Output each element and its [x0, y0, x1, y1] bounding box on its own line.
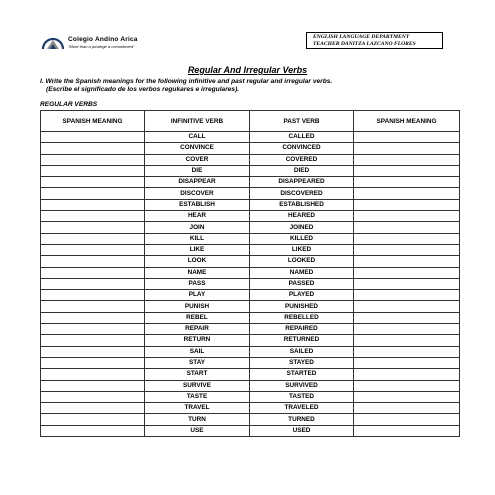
spanish-meaning-cell[interactable] [354, 414, 460, 425]
past-verb-cell: COVERED [250, 154, 354, 165]
table-row [41, 290, 460, 301]
spanish-meaning-cell[interactable] [41, 391, 145, 402]
past-verb-cell: ESTABLISHED [250, 199, 354, 210]
infinitive-verb-cell: RETURN [145, 335, 250, 346]
past-verb-cell: USED [250, 425, 354, 436]
past-verb-cell: DISAPPEARED [250, 177, 354, 188]
column-header: PAST VERB [250, 111, 354, 132]
spanish-meaning-cell[interactable] [41, 199, 145, 210]
table-row [41, 222, 460, 233]
spanish-meaning-cell[interactable] [354, 199, 460, 210]
table-row [41, 165, 460, 176]
spanish-meaning-cell[interactable] [41, 369, 145, 380]
table-row [41, 278, 460, 289]
spanish-meaning-cell[interactable] [41, 403, 145, 414]
spanish-meaning-cell[interactable] [41, 244, 145, 255]
infinitive-verb-cell: REBEL [145, 312, 250, 323]
table-row [41, 301, 460, 312]
infinitive-verb-cell: REPAIR [145, 324, 250, 335]
spanish-meaning-cell[interactable] [354, 165, 460, 176]
table-row [41, 380, 460, 391]
infinitive-verb-cell: TASTE [145, 391, 250, 402]
infinitive-verb-cell: LIKE [145, 244, 250, 255]
past-verb-cell: DISCOVERED [250, 188, 354, 199]
past-verb-cell: REPAIRED [250, 324, 354, 335]
spanish-meaning-cell[interactable] [354, 244, 460, 255]
table-row [41, 414, 460, 425]
spanish-meaning-cell[interactable] [354, 222, 460, 233]
department-box [306, 32, 443, 49]
past-verb-cell: LIKED [250, 244, 354, 255]
infinitive-verb-cell: PUNISH [145, 301, 250, 312]
past-verb-cell: PLAYED [250, 290, 354, 301]
past-verb-cell: STARTED [250, 369, 354, 380]
spanish-meaning-cell[interactable] [41, 143, 145, 154]
spanish-meaning-cell[interactable] [354, 391, 460, 402]
spanish-meaning-cell[interactable] [354, 301, 460, 312]
department-line: ENGLISH LANGUAGE DEPARTMENT [313, 34, 410, 40]
past-verb-cell: LOOKED [250, 256, 354, 267]
spanish-meaning-cell[interactable] [41, 278, 145, 289]
spanish-meaning-cell[interactable] [41, 188, 145, 199]
past-verb-cell: TRAVELED [250, 403, 354, 414]
spanish-meaning-cell[interactable] [41, 165, 145, 176]
infinitive-verb-cell: STAY [145, 357, 250, 368]
instruction-english: I. Write the Spanish meanings for the following infinitive and past regular and irregular verbs. [40, 78, 333, 85]
past-verb-cell: SURVIVED [250, 380, 354, 391]
school-emblem-icon [40, 33, 66, 53]
past-verb-cell: TURNED [250, 414, 354, 425]
worksheet-title: Regular And Irregular Verbs [187, 65, 308, 75]
past-verb-cell: REBELLED [250, 312, 354, 323]
infinitive-verb-cell: SURVIVE [145, 380, 250, 391]
school-name: Colegio Andino Arica [68, 36, 138, 43]
table-row [41, 199, 460, 210]
past-verb-cell: RETURNED [250, 335, 354, 346]
past-verb-cell: NAMED [250, 267, 354, 278]
past-verb-cell: JOINED [250, 222, 354, 233]
spanish-meaning-cell[interactable] [41, 256, 145, 267]
column-header: SPANISH MEANING [41, 111, 145, 132]
spanish-meaning-cell[interactable] [354, 267, 460, 278]
past-verb-cell: HEARED [250, 211, 354, 222]
column-header: SPANISH MEANING [354, 111, 460, 132]
table-row [41, 233, 460, 244]
spanish-meaning-cell[interactable] [354, 324, 460, 335]
table-row [41, 188, 460, 199]
table-row [41, 425, 460, 436]
spanish-meaning-cell[interactable] [41, 346, 145, 357]
spanish-meaning-cell[interactable] [41, 357, 145, 368]
table-body [41, 132, 460, 437]
infinitive-verb-cell: TRAVEL [145, 403, 250, 414]
spanish-meaning-cell[interactable] [354, 233, 460, 244]
table-row [41, 267, 460, 278]
spanish-meaning-cell[interactable] [41, 154, 145, 165]
spanish-meaning-cell[interactable] [41, 211, 145, 222]
table-row [41, 132, 460, 143]
teacher-line: TEACHER DANITZA LAZCANO FLORES [313, 41, 416, 47]
spanish-meaning-cell[interactable] [354, 278, 460, 289]
infinitive-verb-cell: DISCOVER [145, 188, 250, 199]
spanish-meaning-cell[interactable] [41, 335, 145, 346]
table-row [41, 256, 460, 267]
infinitive-verb-cell: CONVINCE [145, 143, 250, 154]
spanish-meaning-cell[interactable] [41, 312, 145, 323]
infinitive-verb-cell: KILL [145, 233, 250, 244]
table-row [41, 177, 460, 188]
spanish-meaning-cell[interactable] [354, 154, 460, 165]
past-verb-cell: PASSED [250, 278, 354, 289]
infinitive-verb-cell: SAIL [145, 346, 250, 357]
school-motto: "More than a privilege a commitment" [68, 44, 135, 49]
infinitive-verb-cell: DIE [145, 165, 250, 176]
verbs-table [40, 110, 460, 437]
spanish-meaning-cell[interactable] [41, 222, 145, 233]
past-verb-cell: KILLED [250, 233, 354, 244]
infinitive-verb-cell: PASS [145, 278, 250, 289]
spanish-meaning-cell[interactable] [41, 301, 145, 312]
past-verb-cell: CONVINCED [250, 143, 354, 154]
instructions [40, 78, 460, 95]
infinitive-verb-cell: JOIN [145, 222, 250, 233]
section-label: REGULAR VERBS [40, 101, 98, 108]
table-row [41, 154, 460, 165]
table-row [41, 211, 460, 222]
spanish-meaning-cell[interactable] [354, 335, 460, 346]
spanish-meaning-cell[interactable] [354, 312, 460, 323]
past-verb-cell: SAILED [250, 346, 354, 357]
spanish-meaning-cell[interactable] [354, 177, 460, 188]
infinitive-verb-cell: USE [145, 425, 250, 436]
spanish-meaning-cell[interactable] [354, 290, 460, 301]
spanish-meaning-cell[interactable] [354, 256, 460, 267]
spanish-meaning-cell[interactable] [41, 380, 145, 391]
past-verb-cell: TASTED [250, 391, 354, 402]
spanish-meaning-cell[interactable] [41, 267, 145, 278]
table-row [41, 357, 460, 368]
table-row [41, 312, 460, 323]
spanish-meaning-cell[interactable] [354, 357, 460, 368]
instruction-spanish: (Escribe el significado de los verbos regukares e irregulares). [46, 86, 240, 94]
infinitive-verb-cell: DISAPPEAR [145, 177, 250, 188]
spanish-meaning-cell[interactable] [354, 132, 460, 143]
infinitive-verb-cell: LOOK [145, 256, 250, 267]
table-row [41, 391, 460, 402]
table-row [41, 346, 460, 357]
past-verb-cell: PUNISHED [250, 301, 354, 312]
table-row [41, 369, 460, 380]
past-verb-cell: DIED [250, 165, 354, 176]
past-verb-cell: CALLED [250, 132, 354, 143]
spanish-meaning-cell[interactable] [41, 425, 145, 436]
table-header-row [41, 111, 460, 132]
spanish-meaning-cell[interactable] [41, 177, 145, 188]
spanish-meaning-cell[interactable] [354, 143, 460, 154]
spanish-meaning-cell[interactable] [41, 290, 145, 301]
infinitive-verb-cell: NAME [145, 267, 250, 278]
infinitive-verb-cell: TURN [145, 414, 250, 425]
spanish-meaning-cell[interactable] [354, 403, 460, 414]
table-row [41, 324, 460, 335]
spanish-meaning-cell[interactable] [41, 132, 145, 143]
table-row [41, 403, 460, 414]
spanish-meaning-cell[interactable] [354, 425, 460, 436]
spanish-meaning-cell[interactable] [354, 211, 460, 222]
infinitive-verb-cell: HEAR [145, 211, 250, 222]
column-header: INFINITIVE VERB [145, 111, 250, 132]
spanish-meaning-cell[interactable] [354, 188, 460, 199]
infinitive-verb-cell: PLAY [145, 290, 250, 301]
table-row [41, 244, 460, 255]
spanish-meaning-cell[interactable] [354, 346, 460, 357]
spanish-meaning-cell[interactable] [41, 414, 145, 425]
past-verb-cell: STAYED [250, 357, 354, 368]
table-row [41, 335, 460, 346]
infinitive-verb-cell: START [145, 369, 250, 380]
spanish-meaning-cell[interactable] [354, 380, 460, 391]
spanish-meaning-cell[interactable] [41, 233, 145, 244]
table-row [41, 143, 460, 154]
spanish-meaning-cell[interactable] [354, 369, 460, 380]
infinitive-verb-cell: CALL [145, 132, 250, 143]
spanish-meaning-cell[interactable] [41, 324, 145, 335]
infinitive-verb-cell: COVER [145, 154, 250, 165]
infinitive-verb-cell: ESTABLISH [145, 199, 250, 210]
